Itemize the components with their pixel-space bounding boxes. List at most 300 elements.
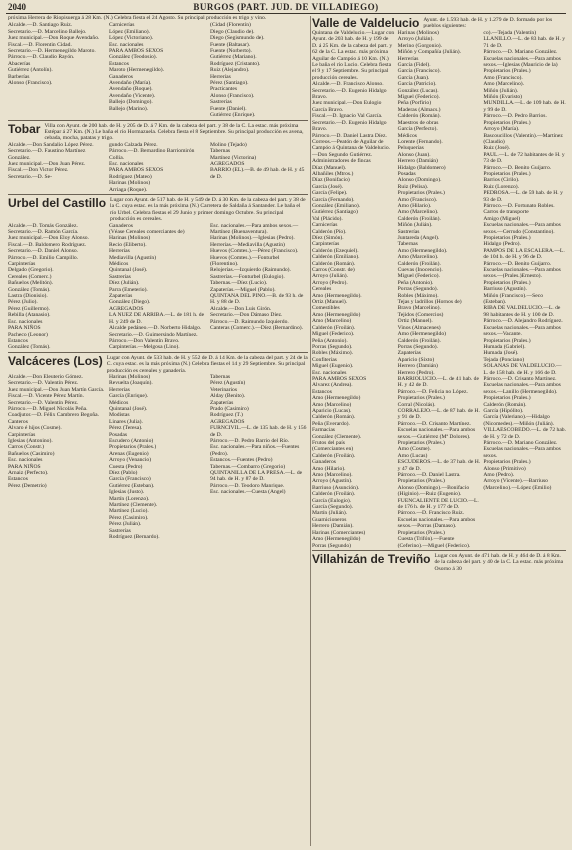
directory-entry: PARA AMBOS SEXOS [109, 167, 164, 174]
directory-entry: Lastra (Dionisio). [8, 293, 48, 300]
directory-entry: PARA NIÑOS [8, 463, 41, 470]
directory-entry: Herrero (Damián). [312, 523, 354, 530]
section-intro-villahizan: Lugar con Ayunt. de 471 hab. de H. y 464 de D. á 8 Km. de la cabeza del part. y 40 de la C. La estac. más próxima Osorno á 30 [434, 552, 564, 572]
valle-col-2 [398, 30, 481, 549]
directory-entry: Comestibles [312, 305, 340, 312]
section-tobar [8, 123, 308, 193]
directory-entry: Amo (Hermenegildo). [397, 247, 448, 254]
directory-entry: Calderón (Froilán). [312, 491, 356, 498]
directory-entry: Maroto (Hermenegildo). [109, 67, 164, 74]
directory-entry: Herrerías [109, 386, 130, 393]
directory-entry: Estancos [312, 388, 332, 395]
page-title: BURGOS (PART. JUD. DE VILLADIEGO) [193, 2, 379, 12]
directory-entry: Fiscal.—D. Vicente Pérez Martín. [8, 393, 84, 400]
directory-entry: Gutiérrez (Mariano). [210, 54, 257, 61]
directory-entry: Propietarios (Prales.) [483, 68, 531, 75]
valcaceres-col-3 [210, 374, 308, 541]
directory-entry: AGREGADOS [210, 160, 245, 167]
directory-entry: Amo (Hermenegildo) [312, 536, 361, 543]
directory-entry: Esc. nacionales [8, 457, 43, 464]
directory-entry: Miñón y Compañía (Julián). [397, 49, 462, 56]
directory-entry: Confiterías [312, 356, 337, 363]
directory-entry: Posadas [109, 431, 128, 438]
directory-entry: García (Francisco) [109, 476, 151, 483]
directory-entry: gundo Calzada Pérez. [109, 141, 158, 148]
directory-entry: (Comerciantes en) [312, 446, 354, 453]
directory-entry: Párroco.—D. Daniel Lastra. [397, 472, 461, 479]
directory-entry: Gutiérrez (Santiago) [312, 209, 358, 216]
valle-col-3 [483, 30, 566, 549]
directory-entry: Párroco.—D. Benito Guijarro. [483, 164, 552, 171]
directory-entry: Alcalde.—D. Tomás González. [8, 222, 78, 229]
directory-entry: Peluquerías [397, 145, 424, 152]
directory-entry: AGREGADOS [210, 418, 245, 425]
directory-entry: Rodríguez (Bernardo). [109, 534, 160, 541]
valcaceres-col-2 [109, 374, 207, 541]
directory-entry: Maestros de obras [397, 119, 439, 126]
directory-entry: Herrero (Damián) [397, 363, 438, 370]
directory-entry: Ganaderos [312, 459, 336, 466]
directory-entry: Pérez (Agustín) [210, 380, 246, 387]
directory-entry: García (Segundo). [312, 504, 354, 511]
directory-entry: Herrero (Pedro). [397, 369, 435, 376]
column-divider [310, 16, 311, 846]
section-intro-valle: Ayunt. de 1.593 hab. de H. y 1.279 de D. formado por los pueblos siguientes: [423, 17, 553, 30]
directory-entry: Secretario.—D. Se- [8, 173, 52, 180]
directory-entry: Calderón (Froilán). [397, 215, 441, 222]
directory-entry: Zapaterías [109, 293, 133, 300]
directory-entry: AGREGADOS [109, 305, 144, 312]
directory-entry: Sastrerías.—Fonturbel (Eulogio). [210, 273, 285, 280]
directory-entry: Posadas [397, 170, 416, 177]
directory-entry: Martín (Lorenzo). [109, 495, 150, 502]
directory-entry: Amo (Marcelino). [312, 472, 353, 479]
directory-entry: Estancos [8, 476, 28, 483]
section-rule [8, 352, 308, 353]
directory-entry: Harinas (Molinos) [109, 180, 151, 187]
directory-entry: FURNCIVIL.—L. de 135 hab. de H. y 156 de D. [210, 425, 307, 438]
directory-entry: Escuelas nacionales.—Para ambos sexos.—Gutiérrez (Mª Dolores). [397, 427, 476, 440]
directory-entry: Esc. nacionales [109, 41, 144, 48]
directory-entry: Amigo (Miguel) [483, 215, 521, 222]
directory-entry: Hidalgo (Baldomero) [397, 164, 446, 171]
directory-entry: Propietarios (Prales.) [397, 478, 445, 485]
directory-entry: Herrero (Damián) [397, 158, 438, 165]
directory-entry: García (Fernando). [312, 196, 355, 203]
directory-entry: Gutiérrez (Esteban). [109, 482, 155, 489]
directory-entry: García (Perfecto). [397, 126, 438, 133]
directory-entry: Ruiz (Pelisa). [397, 183, 429, 190]
directory-entry: Carros (Constr.) [8, 444, 45, 451]
directory-entry: Párroco.—D. Mariano González. [483, 440, 558, 446]
directory-entry: Porras (Segundo) [312, 542, 351, 549]
directory-entry: Herrerías [210, 73, 231, 80]
directory-entry: Fiscal.—Don Victor Pérez. [8, 167, 69, 174]
directory-entry: Ballejo (Marino). [109, 105, 149, 112]
directory-entry: Farmacias [312, 427, 335, 434]
directory-entry: Calderón (Froilán). [397, 260, 441, 267]
directory-entry: García (Eulogio). [312, 497, 352, 504]
directory-entry: Escuelas nacionales.—Para ambos sexos.—Vacante. [483, 324, 561, 338]
directory-entry: López (Victoriano). [109, 35, 154, 42]
directory-entry: Pacheco (Leonor) [8, 331, 48, 338]
directory-entry: Propietarios (Prales.) [397, 529, 445, 536]
directory-entry: Peña (Antonio). [312, 337, 348, 344]
directory-entry: Calderón (Pío). [312, 228, 347, 235]
directory-entry: Tejidos (Comercios) [397, 311, 444, 318]
directory-entry: (Véase Cereales comerciantes de) [109, 229, 185, 235]
directory-entry: Calderón (Ezequiel). [312, 247, 359, 254]
directory-entry: Quintanal (José). [109, 267, 148, 274]
directory-entry: Propietarios (Prales.) [483, 459, 531, 466]
directory-entry: Médicos [397, 132, 417, 139]
directory-entry: Iglesias (Antonino). [8, 438, 53, 444]
section-rule [312, 550, 566, 551]
directory-entry: Ganaderos [109, 73, 133, 80]
directory-entry: Aparicio (Sixto) [397, 356, 435, 363]
directory-entry: Amo (Marcelino). [397, 254, 439, 261]
directory-entry: García (Hipólito). [483, 407, 524, 414]
directory-entry: RIBA DE VALDELUCIO.—L. de 98 habitantes de H. y 100 de D. [483, 305, 561, 318]
directory-entry: Párroco.—D. Felicia no López. [397, 388, 468, 395]
directory-entry: Esc. nacionales [312, 369, 347, 376]
directory-entry: Párroco.—D. Emilio Campillo. [8, 254, 79, 261]
directory-entry: Escuelas nacionales.—Para ambos sexos.—Lanillo (Hermenegildo). [483, 382, 561, 395]
directory-entry: Escuelas nacionales.—Para ambos sexos.—Porras (Damaso). [397, 516, 476, 530]
directory-entry: Guarnicioneros [312, 516, 347, 523]
directory-entry: Alday (Benito). [210, 393, 246, 400]
directory-entry: Esc. nacionales.—Para ambos sexos.—Martínez (Buenaventura). [210, 222, 299, 235]
directory-entry: PAMPOS DE LA ESCALERA.—L. de 104 h. de H. y 96 de D. [483, 247, 565, 261]
directory-entry: Rebilla (Atanasio). [8, 312, 51, 319]
directory-entry: Porras (Segundo). [397, 286, 439, 293]
directory-entry: Escuelas nacionales.—Para ambos sexos.—(Prales.)Ernesto). [483, 267, 561, 280]
section-rule [8, 194, 308, 195]
directory-entry: Estancos [8, 337, 28, 344]
directory-entry: Gutiérrez (Antolín). [8, 67, 53, 74]
directory-entry: Escuelas nacionales.—Para ambos sexos.—Cerrudo (Constantino). [483, 222, 561, 235]
directory-entry: Huevos (Comtes.).—Fonturbel (Florentino). [210, 254, 280, 268]
directory-entry: González (Lucas). [397, 87, 439, 94]
directory-entry: Humada (Gabriel). [483, 343, 526, 350]
directory-entry: García (Fidel). [397, 62, 431, 69]
directory-entry: Gutiérrez (Enrique). [210, 112, 256, 119]
directory-entry: Vinos (Almacenes) [397, 324, 441, 331]
directory-entry: Avendaño (Vicente). [109, 92, 156, 99]
section-intro-urbel: Lugar con Ayunt. de 517 hab. de H. y 549 de D. á 30 Km. de la cabeza del part. y 38 de la C. cuya estac. es la más próxima (N.) Carretera de Saldaña á Santander. Le baña el río Urbel. Celebra fiestas el 29 Junio y primer domingo Octubre. Su principal producción es cereales. [110, 196, 306, 223]
directory-entry: Porras (Segundo). [397, 343, 439, 350]
directory-entry: Carros (Constr. de) [312, 267, 355, 274]
directory-entry: Párroco.—Don Valentín Bravo. [109, 337, 180, 344]
directory-entry: Secretario.—D. Valentín Pérez. [8, 380, 79, 387]
directory-entry: VILLAESCOBEDO.—L. de 72 hab. de H. y 72 de D. [483, 427, 566, 440]
directory-entry: Alvarez (Andrea). [312, 382, 353, 389]
directory-entry: Párroco.—D. Benito Guijarro. [483, 260, 552, 267]
section-title-valle: Valle de Valdelucio [312, 16, 420, 30]
tobar-col-1 [8, 142, 106, 193]
directory-entry: Ortiz (Manuel). [397, 318, 433, 325]
directory-entry: Quintanal (José). [109, 405, 148, 412]
page-number: 2040 [8, 2, 26, 12]
directory-entry: Díez (Pablo) [109, 470, 138, 477]
directory-entry: Robles (Máximo). [312, 350, 354, 357]
directory-entry: Arroyo (María). [483, 126, 520, 133]
directory-entry: Zapaterías.—Miguel (Pablo). [210, 286, 276, 293]
directory-entry: Propietarios (Prales.) [483, 170, 531, 177]
directory-entry: Delgado (Gregorio). [8, 267, 54, 274]
directory-entry: Herrerías.—Mediavilla (Agustín) [210, 241, 285, 248]
directory-entry: LA NUEZ DE ARRIBA.—L. de 181 h. de H. y 249 de D. [109, 312, 205, 325]
directory-entry: Martínez (Lucio). [109, 508, 149, 515]
directory-entry: Escuelas nacionales.—Para ambos sexos. [483, 446, 561, 459]
right-column [312, 15, 566, 850]
directory-entry: Lorente (Fernando). [397, 138, 443, 145]
directory-entry: Alonso (Francisco). [8, 80, 53, 87]
section-villahizan [312, 553, 566, 572]
directory-entry: Amo (Hermenegildo). [312, 292, 362, 299]
directory-entry: Propietarios (Prales.) [109, 444, 157, 451]
directory-entry: Albañiles (Mtros.) [312, 170, 354, 177]
directory-entry: Díaz (Bonifacio) [312, 177, 350, 184]
directory-entry: Amo (Cosme). [397, 446, 431, 453]
directory-entry: Correos.—Peatón de Aguilar de Campóo á Quintana de Valdelucio.—Don Segundo Gutiérrez. [312, 138, 391, 158]
directory-entry: Pérez (Teresa). [109, 425, 143, 432]
directory-entry: Rodríguez (Cristanto). [210, 60, 261, 67]
directory-entry: Maderas (Almacs.) [397, 106, 441, 113]
directory-entry: Amo (Hilario). [312, 465, 346, 472]
urbel-col-3 [210, 223, 308, 351]
directory-entry: Martínez (Victorina) [210, 154, 257, 161]
section-intro-valcaceres: Lugar con Ayunt. de 533 hab. de H. y 552 de D. á 14 Km. de la cabeza del part. y 24 de la C. cuya estac. es la más próxima (N.) Celebra fiestas el 14 y 29 Septiembre. Su principal producción es cereales y ganadería. [106, 354, 308, 374]
directory-entry: Fiscal.—D. Baldomero Rodríguez. [8, 241, 87, 248]
directory-entry: Arroyo (Vicente).—Barriuso (Marcelino).—López (Emilio) [483, 478, 552, 491]
directory-entry: QUINTANA DEL PINO.—B. de 93 h. de H. y 88 de D. [210, 293, 304, 306]
directory-entry: Zapaterías [210, 399, 234, 406]
directory-entry: Pérez (Demetrio) [8, 482, 47, 489]
directory-entry: Párroco.—D. Claudio Rayón. [8, 54, 75, 61]
directory-entry: co).—Tejada (Valentín) [483, 30, 537, 36]
directory-entry: Barrios (Cirilo). [483, 177, 520, 184]
directory-entry: Cuevas (Inocencio). [397, 267, 443, 274]
directory-entry: Fiscal.—D. Florentin Cidad. [8, 41, 72, 48]
directory-entry: Esc. nacionales.—Para niños.—Fuentes (Pedro). [210, 444, 300, 457]
directory-entry: Tabernas.—Combarro (Gregorio) [210, 463, 286, 470]
directory-entry: Propietarios (Prales.) [397, 440, 445, 446]
directory-entry: Miguel (Federico). [397, 94, 440, 101]
directory-entry: Canteros [8, 418, 28, 425]
top-col-3 [210, 22, 308, 118]
directory-entry: Peña (Everardo). [312, 420, 350, 427]
directory-entry: Carpinterías [8, 261, 36, 268]
directory-entry: Cuesta (Trifón).—Fuente (Ceferino).—Miguel (Federico). [397, 536, 471, 549]
directory-entry: Juez municipal.—Don Roque Avendaño. [8, 35, 100, 42]
directory-entry: Calderón (Román). [312, 414, 356, 421]
directory-entry: Herrerías [109, 248, 130, 255]
directory-entry: Peña (Porfirio) [397, 100, 432, 107]
directory-entry: Tejas y ladrillos (Hornos de) [397, 299, 462, 306]
directory-entry: Amo (Hermenegildo) [312, 311, 361, 318]
directory-entry: Miguel (Federico). [397, 273, 440, 280]
directory-entry: Molino (Tejado) [210, 141, 247, 148]
directory-entry: Secretario.—D. Marcelino Ballejo. [8, 28, 87, 35]
directory-entry: ESCUDEROS.—L. de 37 hab. de H. y 47 de D. [397, 459, 481, 472]
directory-entry: Propietarios (Prales.) [483, 279, 531, 286]
directory-entry: Canteras (Comerc.).—Díez (Bernardino). [210, 325, 304, 332]
directory-entry: Peña (Antonio). [397, 279, 434, 286]
directory-entry: PARA NIÑOS [8, 325, 41, 332]
directory-entry: Amo (Hermenegildo) [312, 395, 361, 402]
valle-col-1 [312, 30, 395, 549]
directory-entry: Alcalde.—Don Eleuterio Gómez. [8, 373, 83, 380]
tobar-col-2 [109, 142, 207, 193]
directory-entry: Miñón (Evaristo) [483, 94, 523, 101]
directory-entry: Propietarios (Prales.) [483, 337, 531, 344]
directory-entry: Párroco.—D. Raimundo Izquierdo. [210, 318, 289, 325]
directory-entry: BARRIOLUCIO.—L. de 41 hab. de H. y 42 de D. [397, 375, 479, 389]
directory-entry: Propietarios (Prales.) [483, 235, 531, 241]
directory-entry: Barberías [8, 73, 30, 80]
directory-entry: Carnicerías [109, 22, 135, 29]
directory-entry: Calderón (Froilán). [397, 337, 441, 344]
section-valcaceres [8, 355, 308, 541]
directory-entry: Arroyo (Julián). [312, 273, 349, 280]
directory-entry: Calderón (Román). [397, 113, 441, 120]
directory-entry: Relojerías.—Izquierdo (Raimundo). [210, 267, 291, 274]
directory-entry: Párroco.—D. Mariano González. [483, 49, 558, 56]
directory-entry: Propietarios (Prales.) [483, 119, 531, 126]
directory-entry: García (José). [312, 183, 344, 190]
directory-entry: Amo (Lucas) [397, 452, 428, 459]
directory-entry: Administradores de fincas [312, 158, 371, 165]
directory-entry: Párroco.—D. Pedro Barrios. [483, 113, 547, 120]
directory-entry: Juntareda (Angel). [397, 235, 440, 241]
directory-entry: Alonso (Primitivo) [483, 465, 526, 472]
directory-entry: Fuente (Daniel). [210, 105, 247, 112]
directory-entry: Amo (Marcelino). [397, 209, 439, 216]
section-title-villahizan: Villahizán de Treviño [312, 551, 431, 566]
directory-entry: Propietarios (Prales.) [483, 395, 531, 402]
directory-entry: Secretario.—D. Hermenegildo Maroto. [8, 48, 96, 55]
directory-entry: Alonso (Francisco). [210, 92, 255, 99]
directory-entry: Humada (José). [483, 350, 519, 357]
directory-entry: Secretario.—D. Guimersindo Martínez. [109, 331, 198, 338]
directory-entry: Zapaterías [397, 350, 421, 357]
section-urbel [8, 197, 308, 351]
directory-entry: Párroco.—D. Teodoro Manrique. [210, 482, 285, 489]
directory-entry: Párroco.—D. Pedro Barrio del Río. [210, 438, 290, 444]
directory-entry: Carpinterías [8, 431, 36, 438]
directory-entry: Cereales (Comerc.) [8, 273, 52, 280]
directory-entry: Ruiz (José). [483, 145, 511, 152]
valcaceres-col-1 [8, 374, 106, 541]
directory-entry: Parra (Emeterio). [109, 286, 148, 293]
directory-entry: Martínez (Clemente). [109, 502, 158, 509]
directory-entry: Pérez (Julián). [109, 521, 142, 528]
directory-entry: Pérez (Santiago). [210, 80, 249, 87]
directory-entry: (Cidad (Florentín) [210, 22, 251, 29]
directory-entry: Esc. nacionales [109, 160, 144, 167]
directory-entry: Arroyo (Agustín). [312, 478, 353, 485]
directory-entry: Arenas (Eugenio) [109, 450, 149, 457]
directory-entry: Alcalde.—D. Francisco Alonso. [312, 81, 384, 88]
directory-entry: Arnaiz (Perfecto). [8, 470, 49, 477]
section-intro-tobar: Villa con Ayunt. de 200 hab. de H. y 205 de D. á 7 Km. de la cabeza del part. y 38 de la C. La estac. más próxima Estépar á 27 Km. (N.) Le baña el río Hormazuela. Celebra fiesta el 8 Septiembre. Su principal producción es avena, cebada, mocha, patatas y trigo. [44, 122, 304, 142]
directory-entry: Prado (Casimiro) [210, 405, 249, 412]
directory-entry: Carpinterías.—Melgosa (Lino). [109, 344, 180, 351]
directory-entry: Estancos [109, 60, 129, 67]
directory-entry: Párroco.—D. Francisco Ruiz. [397, 510, 465, 517]
directory-entry: PAUL.—L. de 72 habitantes de H. y 73 de D. [483, 151, 565, 165]
directory-entry: Alonso (Domingo).—Bonifacio (Higinio).—Ruiz (Eugenio). [397, 484, 470, 498]
directory-entry: Pérez (Casimiro). [109, 514, 149, 521]
directory-entry: Aparicio (Lucas). [312, 407, 352, 414]
directory-entry: Ruiz (Lorenzo). [483, 183, 520, 190]
directory-entry: Tabernas [210, 373, 231, 380]
directory-entry: Revuelta (Joaquín). [109, 380, 153, 387]
directory-entry: PEDROSA.—L. de 59 hab. de H. y 93 de D. [483, 190, 563, 203]
directory-entry: Iglesias (Justo). [109, 489, 145, 496]
directory-entry: Amo (Francisco). [483, 74, 523, 81]
directory-entry: Modistas [109, 412, 130, 419]
directory-entry: Arroyo (Venancio) [109, 457, 152, 464]
directory-entry: Abacerías [8, 60, 31, 67]
directory-entry: Pérez (Guillermo). [8, 305, 50, 312]
directory-entry: Barriuso (Agustín). [483, 286, 527, 293]
section-title-urbel: Urbel del Castillo [8, 195, 107, 210]
directory-entry: LLANILLO.—L. de 83 hab. de H. y 71 de D. [483, 36, 566, 49]
directory-entry: Bañuelos (Casimiro) [8, 450, 55, 457]
directory-entry: Ballejo (Domingo). [109, 99, 153, 106]
directory-entry: Amo (Marcelino) [312, 401, 352, 408]
directory-entry: González (Tomás). [8, 344, 51, 351]
directory-entry: Escudero (Antonio) [109, 438, 154, 444]
directory-entry: Díez (Simón). [312, 235, 344, 241]
directory-entry: Calderón (Froilán). [312, 452, 356, 459]
directory-entry: Miñón (Julián). [397, 222, 433, 229]
directory-entry: Calderón (Román). [312, 260, 356, 267]
urbel-col-1 [8, 223, 106, 351]
directory-entry: FUENCALIENTE DE LUCIO.—L. de 176 h. de H. y 177 de D. [397, 497, 479, 511]
directory-entry: Médicos [109, 261, 129, 268]
page-header [0, 0, 572, 14]
directory-entry: González (Diego). [109, 299, 151, 306]
tobar-col-3 [210, 142, 308, 193]
directory-entry: Corral (Nicolás). [397, 401, 436, 408]
directory-entry: Sastrerías [397, 228, 420, 235]
directory-entry: Diego (Claudio de). [210, 28, 255, 35]
directory-entry: Alcalde.—D. Santiago Ruiz. [8, 22, 73, 29]
directory-entry: Alcalde pedáneo.—D. Norberto Hidalgo. [109, 325, 202, 332]
directory-entry: Recio (Eliberto). [109, 241, 147, 248]
directory-entry: Martín (Julián). [312, 510, 348, 517]
directory-entry: Párroco.—D. Crisanto Martínez. [397, 420, 471, 427]
directory-entry: Fuente (Norberto). [210, 48, 252, 55]
directory-entry: Médicos [109, 399, 129, 406]
directory-entry: QUINTANILLA DE LA PRESA.—L. de 94 hab. de H. y 87 de D. [210, 470, 303, 483]
directory-entry: Secretario.—D. Valentín Pérez. [8, 399, 79, 406]
section-title-valcaceres: Valcáceres (Los) [8, 353, 103, 368]
directory-entry: García (Felipe). [312, 190, 348, 197]
directory-entry: Sastrerías [210, 99, 232, 106]
directory-entry: Amo (Hermenegildo) [397, 331, 446, 338]
directory-entry: Amo (Francisco). [397, 196, 438, 203]
directory-entry: Esc. nacionales.—Cuesta (Angel) [210, 489, 286, 496]
section-valle [312, 17, 566, 549]
directory-entry: Barriuso (Asunción). [312, 484, 360, 491]
directory-entry: Ruiz (Alejandro). [210, 67, 250, 74]
directory-entry: González (Tomás). [8, 286, 51, 293]
directory-entry: Harinas (Molinos) [397, 30, 439, 36]
